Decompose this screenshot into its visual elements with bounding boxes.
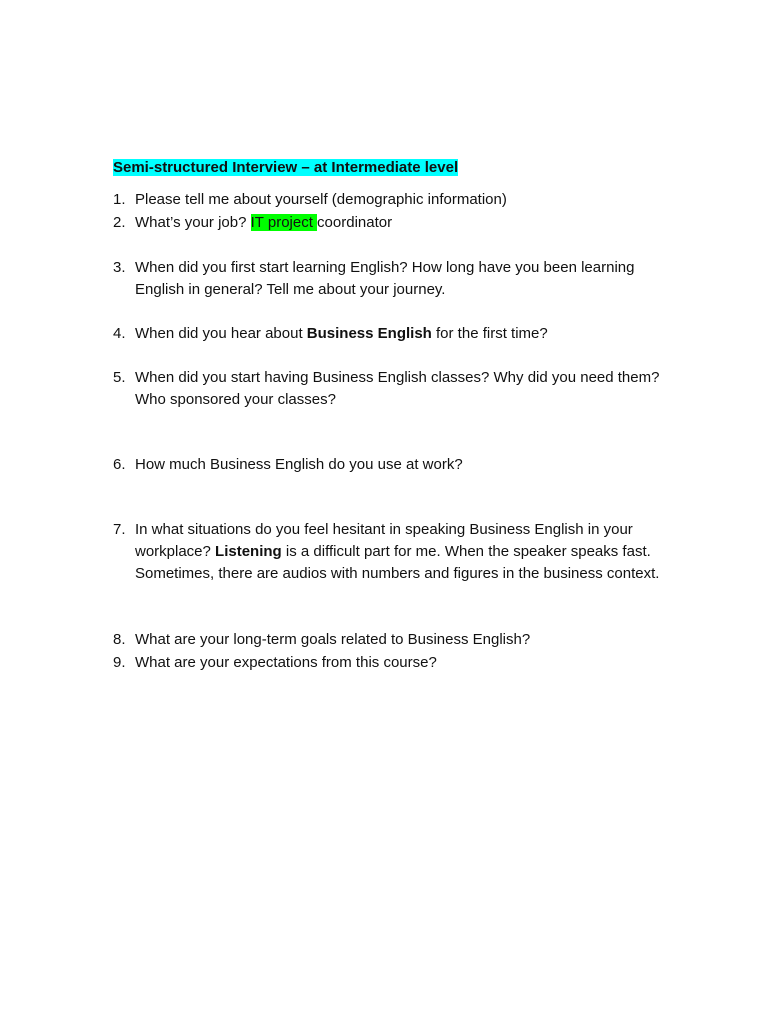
- question-number: 4.: [113, 325, 126, 342]
- question-line: English in general? Tell me about your journey.: [135, 281, 446, 298]
- question-text: [135, 652, 671, 674]
- question-line: When did you start having Business English classes? Why did you need them?: [135, 369, 660, 386]
- question-text: [135, 189, 671, 211]
- line-text: coordinator: [317, 214, 393, 231]
- question-line: [135, 541, 671, 563]
- question-line: [135, 212, 671, 234]
- question-number: 3.: [113, 259, 126, 276]
- question-number: 5.: [113, 369, 126, 386]
- question-number: 7.: [113, 521, 126, 538]
- question-line: What are your expectations from this course?: [135, 654, 437, 671]
- question-number: 8.: [113, 631, 126, 648]
- bold-term: Business English: [306, 325, 432, 342]
- question-line: How much Business English do you use at work?: [135, 456, 463, 473]
- question-text: [135, 323, 671, 345]
- question-text: [135, 519, 671, 585]
- question-text: [135, 367, 671, 411]
- answer-highlight: IT project: [250, 214, 318, 231]
- bold-term: Listening: [215, 543, 282, 560]
- question-number: 2.: [113, 214, 126, 231]
- question-line: Please tell me about yourself (demographic information): [135, 191, 507, 208]
- question-line: In what situations do you feel hesitant in speaking Business English in your: [135, 521, 633, 538]
- line-text: workplace?: [135, 543, 216, 560]
- question-number: 9.: [113, 654, 126, 671]
- title-highlight: Semi-structured Interview – at Intermediate level: [113, 159, 459, 176]
- line-text: What’s your job?: [135, 214, 251, 231]
- line-text: is a difficult part for me. When the speaker speaks fast.: [281, 543, 651, 560]
- question-line: What are your long-term goals related to Business English?: [135, 631, 531, 648]
- question-text: [135, 629, 671, 651]
- question-line: When did you first start learning English? How long have you been learning: [135, 259, 635, 276]
- question-number: 1.: [113, 191, 126, 208]
- question-line: Sometimes, there are audios with numbers and figures in the business context.: [135, 565, 660, 582]
- line-text: for the first time?: [431, 325, 548, 342]
- question-text: [135, 454, 671, 476]
- question-text: [135, 212, 671, 234]
- question-line: Who sponsored your classes?: [135, 391, 336, 408]
- document-title: [113, 157, 458, 179]
- question-line: [135, 323, 671, 345]
- question-number: 6.: [113, 456, 126, 473]
- line-text: When did you hear about: [135, 325, 307, 342]
- question-text: [135, 257, 671, 301]
